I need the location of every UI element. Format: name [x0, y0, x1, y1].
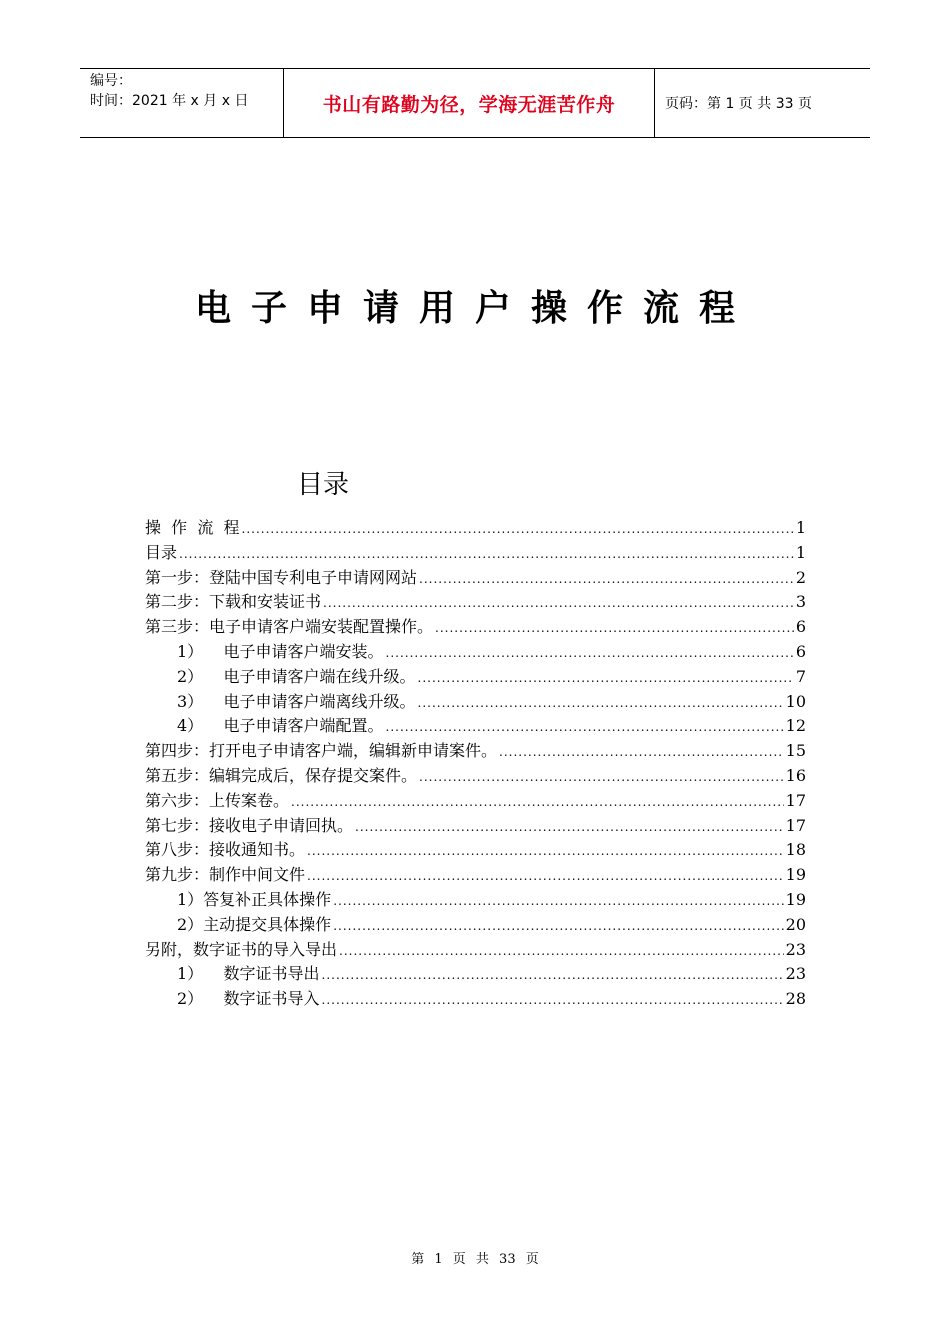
toc-leader-dots: [418, 666, 794, 691]
toc-entry[interactable]: [145, 640, 806, 665]
toc-entry-page: 17: [785, 790, 806, 810]
toc-entry-page: 7: [795, 666, 806, 686]
toc-leader-dots: [179, 542, 794, 567]
toc-heading: 目录: [297, 470, 350, 500]
toc-entry-page: 28: [785, 989, 806, 1009]
toc-leader-dots: [333, 889, 783, 914]
toc-entry[interactable]: [145, 888, 806, 913]
toc-entry-label: 第五步：编辑完成后，保存提交案件。: [145, 765, 418, 785]
toc-entry[interactable]: [145, 863, 806, 888]
toc-leader-dots: [307, 864, 784, 889]
motto-text: 书山有路勤为径，学海无涯苦作舟: [322, 93, 616, 116]
toc-entry[interactable]: [145, 987, 806, 1012]
toc-entry-page: 1: [795, 542, 806, 562]
toc-leader-dots: [333, 914, 783, 939]
toc-entry[interactable]: [145, 566, 806, 591]
toc-entry-page: 17: [785, 815, 806, 835]
toc-entry-label: 1） 电子申请客户端安装。: [177, 641, 384, 661]
toc-leader-dots: [355, 815, 784, 840]
toc-entry-label: 操 作 流 程: [145, 518, 240, 537]
toc-entry[interactable]: [145, 789, 806, 814]
toc-entry[interactable]: [145, 913, 806, 938]
toc-entry[interactable]: [145, 714, 806, 739]
toc-entry-label: 第二步：下载和安装证书: [145, 592, 322, 612]
toc-entry[interactable]: [145, 541, 806, 566]
toc-entry-label: 第一步：登陆中国专利电子申请网网站: [145, 567, 418, 587]
toc-entry-label: 第七步：接收电子申请回执。: [145, 815, 354, 835]
toc-entry-page: 1: [795, 518, 806, 537]
toc-entry-label: 第九步：制作中间文件: [145, 865, 306, 885]
toc-entry-page: 3: [795, 592, 806, 612]
toc-entry-page: 23: [785, 939, 806, 959]
page-footer: 第 1 页 共 33 页: [411, 1252, 539, 1267]
toc-entry-label: 1）答复补正具体操作: [177, 889, 332, 909]
time-label: 时间：2021 年 x 月 x 日: [90, 93, 249, 109]
toc-leader-dots: [419, 765, 784, 790]
toc-leader-dots: [339, 939, 784, 964]
toc-entry[interactable]: [145, 814, 806, 839]
toc-entry-label: 4） 电子申请客户端配置。: [177, 716, 384, 736]
toc-entry-label: 1） 数字证书导出: [177, 964, 320, 984]
toc-entry-page: 6: [795, 641, 806, 661]
toc-entry-page: 15: [785, 741, 806, 761]
toc-entry-page: 23: [785, 964, 806, 984]
toc-entry-page: 10: [785, 691, 806, 711]
toc-leader-dots: [322, 988, 784, 1013]
header-page-info: 页码：第 1 页 共 33 页: [665, 96, 812, 112]
document-title: 电子申请用户操作流程: [194, 288, 755, 329]
toc-entry[interactable]: [145, 764, 806, 789]
toc-leader-dots: [386, 715, 784, 740]
toc-leader-dots: [418, 691, 784, 716]
toc-entry-label: 目录: [145, 542, 178, 562]
toc-entry[interactable]: [145, 838, 806, 863]
toc-entry-page: 6: [795, 617, 806, 637]
toc-entry-label: 另附，数字证书的导入导出: [145, 939, 338, 959]
toc-entry-label: 第六步：上传案卷。: [145, 790, 290, 810]
toc-entry[interactable]: [145, 690, 806, 715]
toc-entry-label: 2） 电子申请客户端在线升级。: [177, 666, 416, 686]
toc-leader-dots: [419, 567, 794, 592]
toc-entry[interactable]: [145, 962, 806, 987]
toc-entry-label: 第三步：电子申请客户端安装配置操作。: [145, 617, 434, 637]
toc-entry[interactable]: [145, 665, 806, 690]
toc-entry-label: 3） 电子申请客户端离线升级。: [177, 691, 416, 711]
table-of-contents: [145, 516, 806, 1012]
toc-entry-label: 2）主动提交具体操作: [177, 914, 332, 934]
toc-leader-dots: [435, 616, 794, 641]
toc-leader-dots: [307, 839, 784, 864]
toc-entry-page: 19: [785, 889, 806, 909]
toc-entry-label: 第四步：打开电子申请客户端，编辑新申请案件。: [145, 741, 498, 761]
toc-leader-dots: [499, 740, 784, 765]
toc-entry-page: 19: [785, 865, 806, 885]
header-motto-cell: [283, 69, 655, 137]
toc-entry-page: 16: [785, 765, 806, 785]
page-header: [80, 68, 870, 138]
toc-entry-label: 2） 数字证书导入: [177, 989, 320, 1009]
toc-entry-page: 20: [785, 914, 806, 934]
code-label: 编号：: [90, 73, 132, 89]
header-meta: [80, 69, 283, 137]
toc-entry[interactable]: [145, 590, 806, 615]
toc-leader-dots: [386, 641, 794, 666]
toc-entry[interactable]: [145, 516, 806, 541]
toc-entry[interactable]: [145, 615, 806, 640]
toc-leader-dots: [242, 517, 794, 542]
toc-entry[interactable]: [145, 938, 806, 963]
toc-entry[interactable]: [145, 739, 806, 764]
toc-entry-page: 18: [785, 840, 806, 860]
toc-entry-label: 第八步：接收通知书。: [145, 840, 306, 860]
toc-entry-page: 12: [785, 716, 806, 736]
toc-leader-dots: [323, 591, 794, 616]
toc-leader-dots: [322, 963, 784, 988]
toc-leader-dots: [291, 790, 784, 815]
toc-entry-page: 2: [795, 567, 806, 587]
